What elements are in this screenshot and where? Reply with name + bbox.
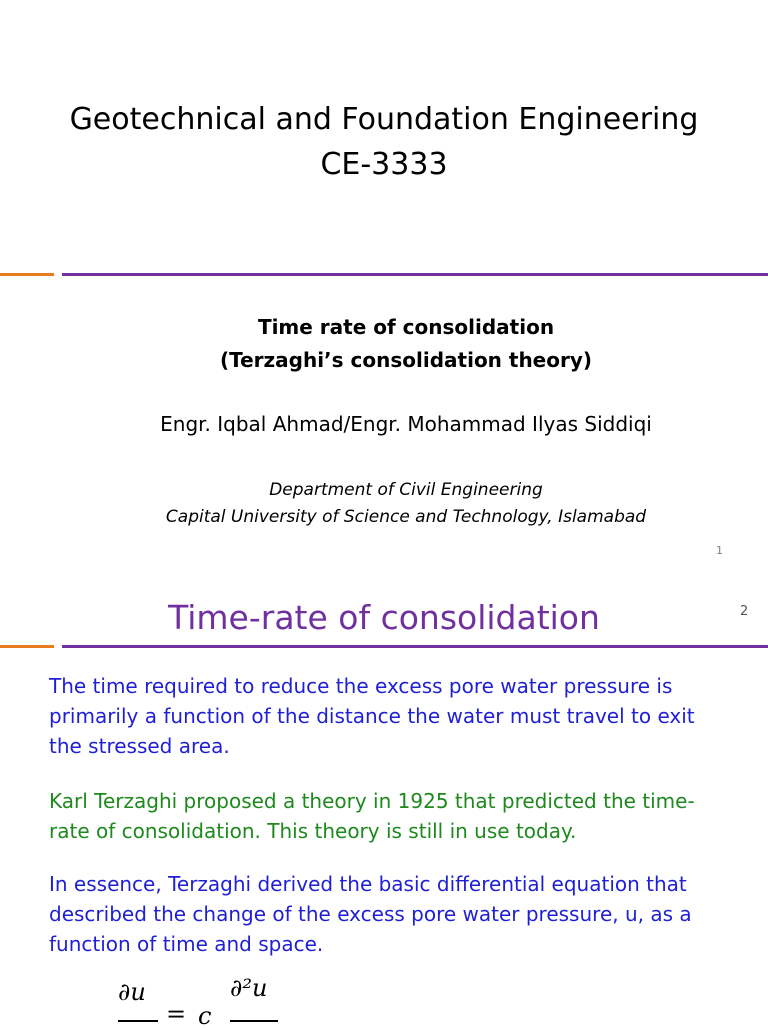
lecture-topic: Time rate of consolidation <box>257 315 555 339</box>
content-slide <box>0 575 768 1030</box>
slide-number: 2 <box>740 604 749 619</box>
course-code: CE-3333 <box>320 147 448 182</box>
orange-accent-rule <box>0 273 54 276</box>
purple-accent-rule <box>62 645 768 648</box>
paragraph-differential-equation: In essence, Terzaghi derived the basic differential equation that described the change of the excess pore water pressure, u, as a function of time and space. <box>49 872 692 956</box>
university: Capital University of Science and Technology, Islamabad <box>165 507 647 527</box>
lhs-numerator: ∂u <box>118 978 146 1006</box>
rhs-fraction-bar <box>230 1020 278 1022</box>
rhs-numerator: ∂²u <box>230 974 268 1002</box>
paragraph-terzaghi-theory: Karl Terzaghi proposed a theory in 1925 that predicted the time- rate of consolidation. This theory is still in use today. <box>49 789 695 843</box>
purple-accent-rule <box>62 273 768 276</box>
course-title: Geotechnical and Foundation Engineering <box>69 102 699 137</box>
lecture-subtopic: (Terzaghi’s consolidation theory) <box>219 348 593 372</box>
lhs-fraction-bar <box>118 1020 158 1022</box>
paragraph-pore-pressure: The time required to reduce the excess pore water pressure is primarily a function of the distance the water must travel to exit the stressed area. <box>49 674 695 758</box>
authors: Engr. Iqbal Ahmad/Engr. Mohammad Ilyas Siddiqi <box>160 412 652 436</box>
slide-number: 1 <box>716 544 723 557</box>
department: Department of Civil Engineering <box>269 480 543 500</box>
equals-sign: = <box>166 1000 187 1028</box>
orange-accent-rule <box>0 645 54 648</box>
slide-title: Time-rate of consolidation <box>168 598 600 637</box>
coefficient: c <box>198 1002 212 1030</box>
